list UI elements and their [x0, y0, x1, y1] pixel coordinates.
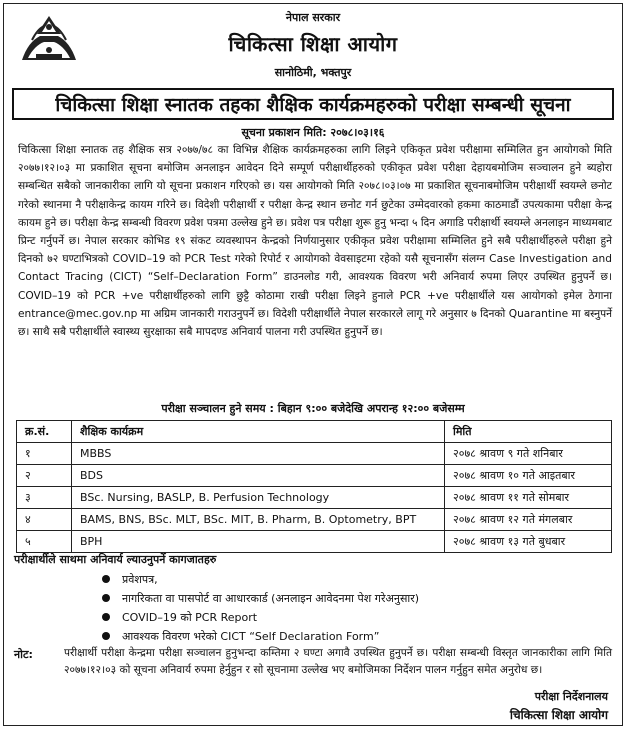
- table-cell-date: २०७८ श्रावण ११ गते सोमबार: [445, 487, 612, 509]
- required-documents-title: परीक्षार्थीले साथमा अनिवार्य ल्याउनुपर्ने कागजातहरु: [14, 553, 217, 566]
- table-cell-sn: १: [17, 443, 72, 465]
- table-cell-date: २०७८ श्रावण १३ गते बुधबार: [445, 531, 612, 553]
- table-cell-sn: ५: [17, 531, 72, 553]
- list-item: [102, 627, 419, 646]
- list-item-label: COVID–19 को PCR Report: [122, 611, 258, 624]
- note-text: परीक्षार्थी परीक्षा केन्द्रमा परीक्षा सञ्चालन हुनुभन्दा कम्तिमा २ घण्टा अगावै उपस्थित हुनुपर्ने छ। परीक्षा सम्बन्धी विस्तृत जानकारीका लागि मिति २०७७।१२।०३ को सूचना अनिवार्य रुपमा हेर्नुहुन र सो सूचनामा उल्लेख भए बमोजिमका निर्देशन पालन गर्नुहुन समेत अनुरोध छ।: [64, 647, 612, 676]
- note-label: नोट:: [14, 648, 33, 661]
- bullet-icon: [102, 632, 110, 640]
- table-cell-program: MBBS: [72, 443, 445, 465]
- table-header-sn: क्र.सं.: [17, 421, 72, 443]
- exam-schedule-table: [16, 420, 612, 553]
- table-cell-program: BAMS, BNS, BSc. MLT, BSc. MIT, B. Pharm, B. Optometry, BPT: [72, 509, 445, 531]
- table-cell-program: BDS: [72, 465, 445, 487]
- signatory-department: परीक्षा निर्देशनालय: [534, 690, 608, 703]
- bullet-icon: [102, 613, 110, 621]
- publication-date: सूचना प्रकाशन मिति: २०७८।०३।१६: [241, 126, 385, 139]
- organization-name: चिकित्सा शिक्षा आयोग: [228, 32, 398, 56]
- notice-page: [3, 3, 623, 726]
- list-item-label: प्रवेशपत्र,: [122, 573, 158, 586]
- government-label: नेपाल सरकार: [285, 11, 341, 24]
- list-item: [102, 570, 419, 589]
- table-cell-sn: ४: [17, 509, 72, 531]
- table-cell-program: BSc. Nursing, BASLP, B. Perfusion Technology: [72, 487, 445, 509]
- table-cell-program: BPH: [72, 531, 445, 553]
- required-documents-list: [102, 570, 419, 646]
- bullet-icon: [102, 594, 110, 602]
- table-cell-date: २०७८ श्रावण १२ गते मंगलबार: [445, 509, 612, 531]
- exam-schedule-time: परीक्षा सञ्चालन हुने समय : बिहान ९:०० बजेदेखि अपरान्ह १२:०० बजेसम्म: [161, 402, 465, 415]
- notice-header: [4, 4, 622, 88]
- bullet-icon: [102, 575, 110, 583]
- table-cell-sn: २: [17, 465, 72, 487]
- list-item-label: नागरिकता वा पासपोर्ट वा आधारकार्ड (अनलाइन आवेदनमा पेश गरेअनुसार): [122, 592, 420, 605]
- table-row: [17, 509, 612, 531]
- table-row: [17, 531, 612, 553]
- table-row: [17, 443, 612, 465]
- table-cell-date: २०७८ श्रावण ९ गते शनिबार: [445, 443, 612, 465]
- list-item: [102, 589, 419, 608]
- table-header-program: शैक्षिक कार्यक्रम: [72, 421, 445, 443]
- signatory-organization: चिकित्सा शिक्षा आयोग: [509, 708, 608, 722]
- table-header-row: [17, 421, 612, 443]
- table-cell-sn: ३: [17, 487, 72, 509]
- table-row: [17, 487, 612, 509]
- notice-body-paragraph: चिकित्सा शिक्षा स्नातक तह शैक्षिक सत्र २०७७/७८ का विभिन्न शैक्षिक कार्यक्रमहरुका लागि लिइने एकिकृत प्रवेश परीक्षामा सम्मिलित हुन आयोगको मिति २०७७।१२।०३ मा प्रकाशित सूचना बमोजिम अनलाइन आवेदन दिने सम्पूर्ण परीक्षार्थीहरुको एकीकृत प्रवेश परीक्षा देहायबमोजिम सञ्चालन हुने ब्यहोरा सम्बन्धित सबैको जानकारीका लागि यो सूचना प्रकाशन गरिएको छ। यस आयोगको मिति २०७८।०३।०७ मा प्रकाशित सूचनाबमोजिम परीक्षार्थी स्वयम्ले छनोट गरेको स्थानमा नै परीक्षाकेन्द्र कायम गरिने छ। विदेशी परीक्षार्थी र परीक्षा केन्द्र स्थान छनोट गर्न छुटेका उम्मेदवारको हकमा काठमाडौं उपत्यकामा परीक्षा केन्द्र कायम हुने छ। परीक्षा केन्द्र सम्बन्धी विवरण प्रवेश पत्रमा उल्लेख हुने छ। प्रवेश पत्र परीक्षा शुरू हुनु भन्दा ५ दिन अगाडि परीक्षार्थी स्वयम्ले अनलाइन माध्यमबाट प्रिन्ट गर्नुपर्ने छ। नेपाल सरकार कोभिड १९ संकट व्यवस्थापन केन्द्रको निर्णयानुसार एकीकृत प्रवेश परीक्षामा सम्मिलित हुने सबै परीक्षार्थीहरुले परीक्षा हुने दिनको ७२ घण्टाभित्रको COVID–19 को PCR Test गरेको रिपोर्ट र आयोगको वेवसाइटमा रहेको यसै सूचनासँग संलग्न Case Investigation and Contact Tracing (CICT) “Self–Declaration Form” डाउनलोड गरी, आवश्यक विवरण भरी अनिवार्य रुपमा लिएर उपस्थित हुनुपर्ने छ। COVID–19 को PCR +ve परीक्षार्थीहरुको लागि छुट्टै कोठामा राखी परीक्षा लिइने हुनाले PCR +ve परीक्षार्थीले यस आयोगको इमेल ठेगाना entrance@mec.gov.np मा अग्रिम जानकारी गराउनुपर्ने छ। विदेशी परीक्षार्थीले नेपाल सरकारले लागू गरे अनुसार ७ दिनको Quarantine मा बस्नुपर्ने छ। साथै सबै परीक्षार्थीले स्वास्थ्य सुरक्षाका सबै मापदण्ड अनिवार्य पालना गरी उपस्थित हुनुपर्ने छ।: [18, 144, 612, 339]
- notice-title: चिकित्सा शिक्षा स्नातक तहका शैक्षिक कार्यक्रमहरुको परीक्षा सम्बन्धी सूचना: [12, 88, 614, 120]
- organization-location: सानोठिमी, भक्तपुर: [274, 66, 352, 79]
- list-item: [102, 608, 419, 627]
- table-header-date: मिति: [445, 421, 612, 443]
- list-item-label: आवश्यक विवरण भरेको CICT “Self Declaration Form”: [122, 630, 380, 643]
- table-cell-date: २०७८ श्रावण १० गते आइतबार: [445, 465, 612, 487]
- table-row: [17, 465, 612, 487]
